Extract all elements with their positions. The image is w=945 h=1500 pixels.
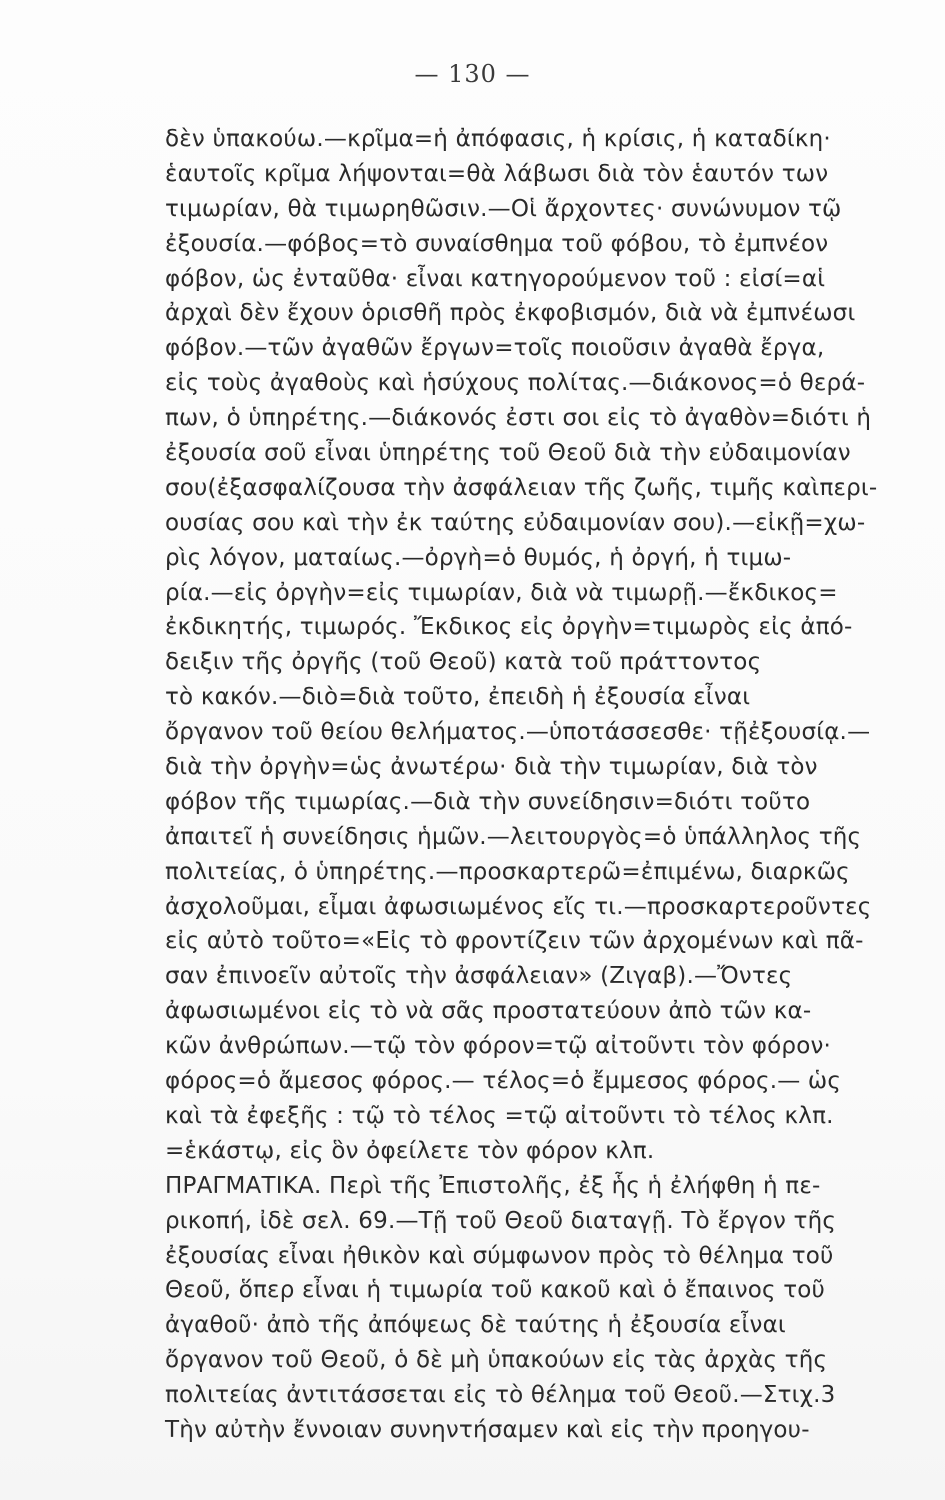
text-line: πων, ὁ ὑπηρέτης.—διάκονός ἐστι σοι εἰς τὸ ἀγαθὸν=διότι ἡ — [165, 405, 872, 432]
text-line: ρικοπή, ἰδὲ σελ. 69.—Τῇ τοῦ Θεοῦ διαταγῇ. Τὸ ἔργον τῆς — [165, 1207, 837, 1234]
text-line: ἑαυτοῖς κρῖμα λήψονται=θὰ λάβωσι διὰ τὸν ἑαυτόν των — [165, 160, 829, 187]
text-line: ἀρχαὶ δὲν ἔχουν ὁρισθῆ πρὸς ἐκφοβισμόν, διὰ νὰ ἐμπνέωσι — [165, 300, 856, 327]
text-line: τὸ κακόν.—διὸ=διὰ τοῦτο, ἐπειδὴ ἡ ἐξουσία εἶναι — [165, 684, 751, 711]
text-line: τιμωρίαν, θὰ τιμωρηθῶσιν.—Οἱ ἄρχοντες· συνώνυμον τῷ — [165, 195, 842, 222]
text-line: σαν ἐπινοεῖν αὐτοῖς τὴν ἀσφάλειαν» (Ζιγαβ).—Ὄντες — [165, 963, 793, 990]
text-line: ὄργανον τοῦ Θεοῦ, ὁ δὲ μὴ ὑπακούων εἰς τὰς ἀρχὰς τῆς — [165, 1347, 828, 1374]
text-line: Θεοῦ, ὅπερ εἶναι ἡ τιμωρία τοῦ κακοῦ καὶ ὁ ἔπαινος τοῦ — [165, 1277, 826, 1304]
text-line: ὄργανον τοῦ θείου θελήματος.—ὑποτάσσεσθε· τῇἐξουσίᾳ.— — [165, 719, 871, 746]
text-line: διὰ τὴν ὀργὴν=ὡς ἀνωτέρω· διὰ τὴν τιμωρίαν, διὰ τὸν — [165, 754, 818, 781]
text-line: φόβον τῆς τιμωρίας.—διὰ τὴν συνείδησιν=διότι τοῦτο — [165, 788, 811, 815]
text-line: καὶ τὰ ἐφεξῆς : τῷ τὸ τέλος =τῷ αἰτοῦντι τὸ τέλος κλπ. — [165, 1102, 834, 1129]
text-line: ΠΡΑΓΜΑΤΙΚΑ. Περὶ τῆς Ἐπιστολῆς, ἐξ ἧς ἡ ἐλήφθη ἡ πε- — [165, 1172, 821, 1199]
text-line: ἐξουσία σοῦ εἶναι ὑπηρέτης τοῦ Θεοῦ διὰ τὴν εὐδαιμονίαν — [165, 440, 851, 467]
text-line: ἀγαθοῦ· ἀπὸ τῆς ἀπόψεως δὲ ταύτης ἡ ἐξουσία εἶναι — [165, 1312, 786, 1339]
text-line: φόβον.—τῶν ἀγαθῶν ἔργων=τοῖς ποιοῦσιν ἀγαθὰ ἔργα, — [165, 335, 825, 362]
text-line: φόρος=ὁ ἄμεσος φόρος.— τέλος=ὁ ἔμμεσος φόρος.— ὡς — [165, 1068, 842, 1095]
text-line: σου(ἐξασφαλίζουσα τὴν ἀσφάλειαν τῆς ζωῆς, τιμῆς καὶπερι- — [165, 474, 878, 501]
text-line: ἐκδικητής, τιμωρός. Ἔκδικος εἰς ὀργὴν=τιμωρὸς εἰς ἀπό- — [165, 614, 853, 641]
text-line: πολιτείας ἀντιτάσσεται εἰς τὸ θέλημα τοῦ Θεοῦ.—Στιχ.3 — [165, 1382, 836, 1409]
text-line: ρὶς λόγον, ματαίως.—ὀργὴ=ὁ θυμός, ἡ ὀργή, ἡ τιμω- — [165, 544, 792, 571]
text-line: ἐξουσίας εἶναι ἠθικὸν καὶ σύμφωνον πρὸς τὸ θέλημα τοῦ — [165, 1242, 834, 1269]
text-line: =ἑκάστῳ, εἰς ὃν ὀφείλετε τὸν φόρον κλπ. — [165, 1137, 655, 1164]
text-line: ἀπαιτεῖ ἡ συνείδησις ἡμῶν.—λειτουργὸς=ὁ ὑπάλληλος τῆς — [165, 823, 862, 850]
text-line: ουσίας σου καὶ τὴν ἐκ ταύτης εὐδαιμονίαν σου).—εἰκῇ=χω- — [165, 509, 866, 536]
text-line: ρία.—εἰς ὀργὴν=εἰς τιμωρίαν, διὰ νὰ τιμωρῇ.—ἔκδικος= — [165, 579, 838, 606]
text-line: φόβον, ὡς ἐνταῦθα· εἶναι κατηγορούμενον τοῦ : εἰσί=αἱ — [165, 265, 826, 292]
text-line: εἰς τοὺς ἀγαθοὺς καὶ ἡσύχους πολίτας.—διάκονος=ὁ θερά- — [165, 370, 866, 397]
text-line: πολιτείας, ὁ ὑπηρέτης.—προσκαρτερῶ=ἐπιμένω, διαρκῶς — [165, 858, 850, 885]
text-line: ἀφωσιωμένοι εἰς τὸ νὰ σᾶς προστατεύουν ἀπὸ τῶν κα- — [165, 998, 812, 1025]
commentary-text — [165, 122, 910, 1448]
text-line: εἰς αὐτὸ τοῦτο=«Εἰς τὸ φροντίζειν τῶν ἀρχομένων καὶ πᾶ- — [165, 928, 864, 955]
text-line: δὲν ὑπακούω.—κρῖμα=ἡ ἀπόφασις, ἡ κρίσις, ἡ καταδίκη· — [165, 126, 831, 152]
page-number: — 130 — — [414, 60, 531, 88]
text-line: δειξιν τῆς ὀργῆς (τοῦ Θεοῦ) κατὰ τοῦ πράττοντος — [165, 649, 762, 676]
text-line: Τὴν αὐτὴν ἔννοιαν συνηντήσαμεν καὶ εἰς τὴν προηγου- — [165, 1416, 810, 1443]
text-line: ἐξουσία.—φόβος=τὸ συναίσθημα τοῦ φόβου, τὸ ἐμπνέον — [165, 230, 829, 257]
text-line: κῶν ἀνθρώπων.—τῷ τὸν φόρον=τῷ αἰτοῦντι τὸν φόρον· — [165, 1033, 832, 1060]
text-line: ἀσχολοῦμαι, εἶμαι ἀφωσιωμένος εἴς τι.—προσκαρτεροῦντες — [165, 893, 872, 920]
